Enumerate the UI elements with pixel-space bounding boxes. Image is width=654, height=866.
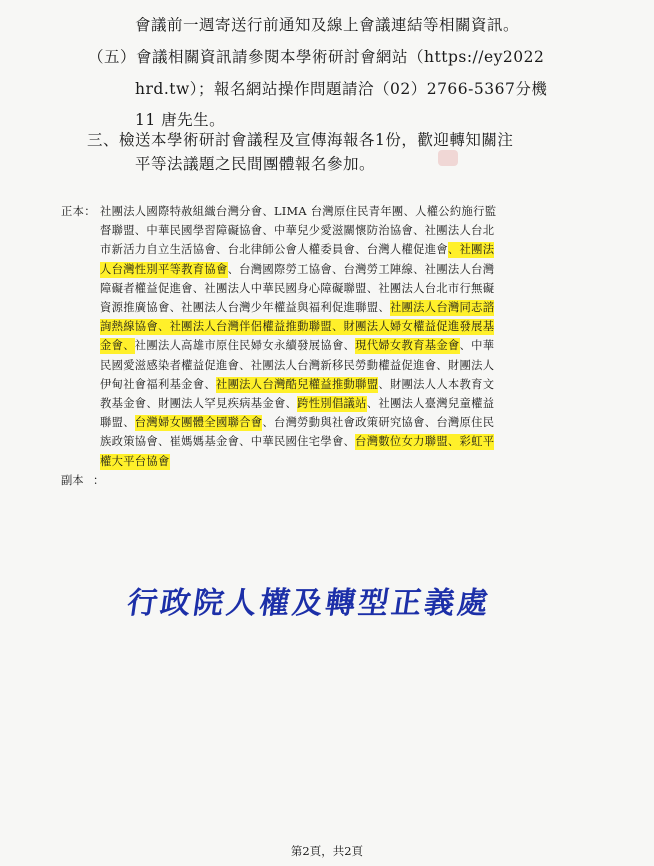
highlighted-recipient: 詢熱線協會、社團法人台灣伴侶權益推動聯盟、財團法人婦女權益促進發展基 — [100, 320, 495, 334]
recipients-label: 正本： — [61, 205, 96, 218]
recipient-text: 、社團法人臺灣兒童權益 — [366, 397, 495, 410]
body-line-4: 11 唐先生。 — [135, 111, 226, 129]
recipient-line — [100, 221, 494, 240]
recipient-line — [100, 336, 494, 355]
recipient-line — [100, 240, 494, 259]
recipient-text: 社團法人高雄市原住民婦女永續發展協會、 — [134, 339, 356, 353]
highlighted-recipient: 權大平台協會 — [100, 454, 170, 468]
recipient-text: 資源推廣協會、社團法人台灣少年權益與福利促進聯盟、 — [100, 301, 390, 314]
highlighted-recipient: 人台灣性別平等教育協會 — [100, 262, 228, 276]
highlighted-recipient: 金會、 — [100, 339, 135, 353]
recipient-text: 族政策協會、崔媽媽基金會、中華民國住宅學會、 — [100, 435, 356, 449]
recipient-line — [100, 394, 494, 413]
cc-colon: ： — [93, 474, 105, 487]
recipient-line — [100, 260, 494, 279]
body-line-3: hrd.tw）；報名網站操作問題請洽（02）2766-5367分機 — [135, 80, 548, 98]
recipient-line — [100, 432, 494, 451]
highlighted-recipient: 、社團法 — [447, 243, 495, 257]
recipient-line — [100, 279, 494, 298]
recipient-line — [100, 375, 494, 394]
body-line-6: 平等法議題之民間團體報名參加。 — [135, 155, 376, 173]
recipient-line — [100, 413, 494, 432]
recipient-text: 督聯盟、中華民國學習障礙協會、中華兒少愛滋關懷防治協會、社團法人台北 — [100, 224, 495, 238]
recipient-text: 障礙者權益促進會、社團法人中華民國身心障礙聯盟、社團法人台北市行無礙 — [100, 281, 495, 295]
recipient-text: 民國愛滋感染者權益促進會、社團法人台灣新移民勞動權益促進會、財團法人 — [100, 358, 495, 372]
recipient-text: 伊甸社會福利基金會、 — [100, 377, 216, 391]
recipient-text: 市新活力自立生活協會、台北律師公會人權委員會、台灣人權促進會 — [100, 243, 448, 257]
recipient-line — [100, 452, 170, 471]
recipient-line — [100, 317, 494, 336]
stamp-smudge — [438, 150, 458, 166]
recipient-text: 、財團法人人本教育文 — [378, 377, 495, 391]
recipient-line — [100, 298, 494, 317]
cc-label: 副本 — [61, 474, 84, 487]
body-line-5: 三、檢送本學術研討會議程及宣傳海報各1份，歡迎轉知關注 — [87, 131, 514, 149]
recipient-text: 社團法人國際特赦組織台灣分會、LIMA 台灣原住民青年團、人權公約施行監 — [100, 205, 497, 218]
highlighted-recipient: 現代婦女教育基金會 — [355, 339, 460, 353]
body-line-1: 會議前一週寄送行前通知及線上會議連結等相關資訊。 — [135, 16, 520, 34]
recipient-text: 、台灣國際勞工協會、台灣勞工陣線、社團法人台灣 — [227, 262, 495, 276]
recipient-text: 、中華 — [459, 339, 495, 353]
recipient-text: 、台灣勞動與社會政策研究協會、台灣原住民 — [262, 416, 495, 430]
recipient-line — [100, 356, 494, 375]
agency-seal: 行政院人權及轉型正義處 — [125, 586, 493, 621]
highlighted-recipient: 社團法人台灣酷兒權益推動聯盟 — [215, 377, 379, 391]
recipient-text: 聯盟、 — [100, 416, 135, 430]
highlighted-recipient: 台灣婦女團體全國聯合會 — [134, 416, 263, 430]
highlighted-recipient: 台灣數位女力聯盟、彩虹平 — [355, 435, 495, 449]
page-footer: 第2頁，共2頁 — [290, 844, 364, 858]
body-line-2: （五）會議相關資訊請參閱本學術研討會網站（https://ey2022 — [88, 48, 545, 66]
highlighted-recipient: 社團法人台灣同志諮 — [389, 301, 495, 314]
recipient-text: 教基金會、財團法人罕見疾病基金會、 — [100, 397, 298, 410]
highlighted-recipient: 跨性別倡議站 — [297, 397, 367, 410]
recipient-line — [100, 202, 496, 221]
